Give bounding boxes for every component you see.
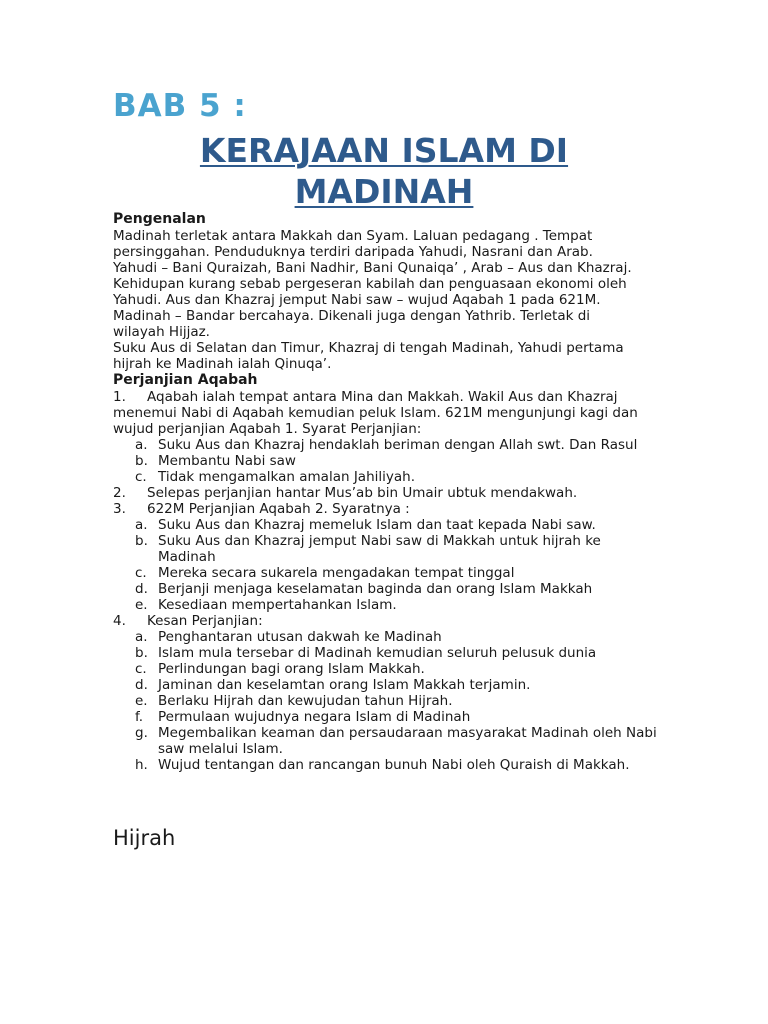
sub-text: Perlindungan bagi orang Islam Makkah.: [158, 661, 425, 677]
item-number: 4.: [113, 613, 126, 629]
sub-item: [113, 709, 658, 725]
sub-text: Suku Aus dan Khazraj memeluk Islam dan taat kepada Nabi saw.: [158, 517, 596, 533]
sub-letter: c.: [135, 661, 147, 677]
title-line-1: KERAJAAN ISLAM DI: [199, 131, 569, 170]
sub-text: Berjanji menjaga keselamatan baginda dan orang Islam Makkah: [158, 581, 593, 597]
item-text: Aqabah ialah tempat antara Mina dan Makkah. Wakil Aus dan Khazraj: [147, 389, 618, 405]
sub-item: [113, 517, 658, 533]
sub-item: [113, 581, 658, 597]
sub-text: Permulaan wujudnya negara Islam di Madinah: [158, 709, 471, 725]
sub-letter: c.: [135, 469, 147, 485]
sub-item: [113, 565, 658, 581]
document-body: [113, 211, 658, 773]
sub-letter: a.: [135, 437, 148, 453]
sub-letter: a.: [135, 629, 148, 645]
sub-letter: e.: [135, 597, 148, 613]
sub-text: Megembalikan keaman dan persaudaraan masyarakat Madinah oleh Nabi saw melalui Islam.: [158, 725, 657, 757]
text-line: hijrah ke Madinah ialah Qinuqa’.: [113, 356, 332, 372]
sub-item: [113, 645, 658, 661]
item-number: 1.: [113, 389, 126, 405]
sub-letter: e.: [135, 693, 148, 709]
sub-item: [113, 469, 658, 485]
item-text-continued: wujud perjanjian Aqabah 1. Syarat Perjanjian:: [113, 421, 422, 437]
sub-item: [113, 437, 658, 453]
item-number: 3.: [113, 501, 126, 517]
sub-letter: b.: [135, 533, 148, 549]
text-line: Kehidupan kurang sebab pergeseran kabilah dan penguasaan ekonomi oleh: [113, 276, 627, 292]
numbered-item: [113, 501, 658, 517]
sub-letter: f.: [135, 709, 144, 725]
item-text: Kesan Perjanjian:: [147, 613, 263, 629]
text-line: Yahudi – Bani Quraizah, Bani Nadhir, Bani Qunaiqa’ , Arab – Aus dan Khazraj.: [113, 260, 632, 276]
sub-text: Kesediaan mempertahankan Islam.: [158, 597, 397, 613]
sub-text: Membantu Nabi saw: [158, 453, 296, 469]
sub-text: Berlaku Hijrah dan kewujudan tahun Hijrah.: [158, 693, 453, 709]
sub-letter: b.: [135, 453, 148, 469]
item-text: Selepas perjanjian hantar Mus’ab bin Umair ubtuk mendakwah.: [147, 485, 578, 501]
pengenalan-text: [113, 228, 658, 372]
sub-text: Mereka secara sukarela mengadakan tempat tinggal: [158, 565, 515, 581]
sub-letter: d.: [135, 581, 148, 597]
sub-item: [113, 453, 658, 469]
text-line: persinggahan. Penduduknya terdiri daripada Yahudi, Nasrani dan Arab.: [113, 244, 593, 260]
text-line: Yahudi. Aus dan Khazraj jemput Nabi saw – wujud Aqabah 1 pada 621M.: [113, 292, 601, 308]
sub-text: Islam mula tersebar di Madinah kemudian seluruh pelusuk dunia: [158, 645, 597, 661]
chapter-label: BAB 5 :: [113, 88, 247, 124]
sub-letter: h.: [135, 757, 148, 773]
title-line-2: MADINAH: [294, 172, 474, 211]
sub-text: Suku Aus dan Khazraj hendaklah beriman dengan Allah swt. Dan Rasul: [158, 437, 638, 453]
sub-letter: g.: [135, 725, 148, 741]
text-line: Suku Aus di Selatan dan Timur, Khazraj di tengah Madinah, Yahudi pertama: [113, 340, 624, 356]
sub-text: Jaminan dan keselamtan orang Islam Makkah terjamin.: [158, 677, 531, 693]
sub-item: [113, 725, 658, 757]
item-number: 2.: [113, 485, 126, 501]
sub-item: [113, 693, 658, 709]
sub-text: Tidak mengamalkan amalan Jahiliyah.: [158, 469, 416, 485]
text-line: Madinah – Bandar bercahaya. Dikenali juga dengan Yathrib. Terletak di: [113, 308, 591, 324]
sub-text: Wujud tentangan dan rancangan bunuh Nabi oleh Quraish di Makkah.: [158, 757, 630, 773]
page-title: [0, 130, 768, 212]
sub-text: Suku Aus dan Khazraj jemput Nabi saw di Makkah untuk hijrah ke Madinah: [158, 533, 601, 565]
sub-item: [113, 661, 658, 677]
sub-item: [113, 533, 658, 565]
numbered-item: [113, 613, 658, 629]
item-text: 622M Perjanjian Aqabah 2. Syaratnya :: [147, 501, 410, 517]
sub-letter: d.: [135, 677, 148, 693]
sub-item: [113, 629, 658, 645]
text-line: wilayah Hijjaz.: [113, 324, 210, 340]
sub-letter: c.: [135, 565, 147, 581]
sub-item: [113, 677, 658, 693]
text-line: Madinah terletak antara Makkah dan Syam. Laluan pedagang . Tempat: [113, 228, 593, 244]
sub-text: Penghantaran utusan dakwah ke Madinah: [158, 629, 442, 645]
section-heading-perjanjian: Perjanjian Aqabah: [113, 372, 258, 388]
sub-letter: b.: [135, 645, 148, 661]
section-heading-pengenalan: Pengenalan: [113, 211, 206, 227]
sub-item: [113, 597, 658, 613]
item-text-continued: menemui Nabi di Aqabah kemudian peluk Islam. 621M mengunjungi kagi dan: [113, 405, 638, 421]
numbered-item: [113, 389, 658, 405]
sub-item: [113, 757, 658, 773]
sub-letter: a.: [135, 517, 148, 533]
section-heading-hijrah: Hijrah: [113, 826, 176, 850]
numbered-item: [113, 485, 658, 501]
